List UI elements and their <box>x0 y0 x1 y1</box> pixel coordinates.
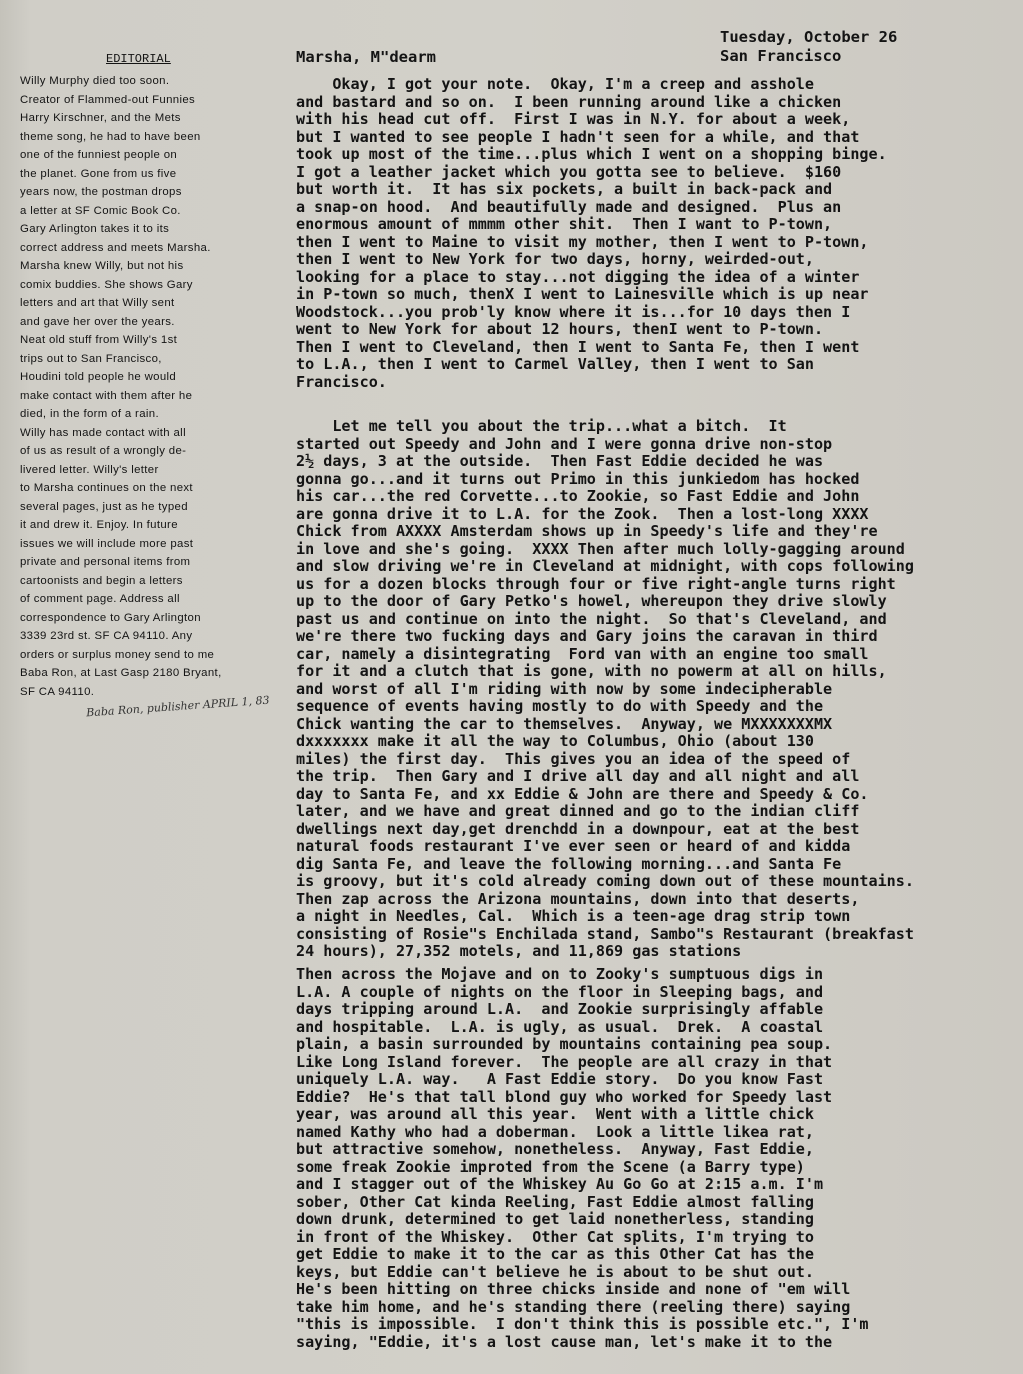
letter-line: to L.A., then I went to Carmel Valley, then I went to San <box>296 355 814 373</box>
letter-line: saying, "Eddie, it's a lost cause man, let's make it to the <box>296 1332 833 1351</box>
editorial-line: the planet. Gone from us five <box>20 167 177 180</box>
letter-line: take him home, and he's standing there (reeling there) saying <box>296 1297 851 1316</box>
editorial-line: letters and art that Willy sent <box>20 297 175 309</box>
letter-line: but worth it. It has six pockets, a built in back-pack and <box>296 180 833 198</box>
letter-line: then I went to New York for two days, horny, weirded-out, <box>296 250 814 268</box>
editorial-heading: EDITORIAL <box>106 52 171 66</box>
letter-line: 24 hours), 27,352 motels, and 11,869 gas stations <box>296 942 742 960</box>
letter-line: get Eddie to make it to the car as this Other Cat has the <box>296 1245 814 1263</box>
letter-line: Chick wanting the car to themselves. Anyway, we MXXXXXXXMX <box>296 714 833 733</box>
letter-line: and worst of all I'm riding with now by some indecipherable <box>296 679 833 698</box>
editorial-line: one of the funniest people on <box>20 149 178 161</box>
editorial-line: and gave her over the years. <box>20 315 175 328</box>
letter-line: keys, but Eddie can't believe he is about to be shut out. <box>296 1262 814 1281</box>
editorial-line: correspondence to Gary Arlington <box>20 611 201 624</box>
letter-dateline <box>720 28 897 66</box>
editorial-line: Gary Arlington takes it to its <box>20 223 170 235</box>
letter-line: Like Long Island forever. The people are all crazy in that <box>296 1052 833 1071</box>
letter-line: Chick from AXXXX Amsterdam shows up in Speedy's life and they're <box>296 522 878 540</box>
editorial-line: it and drew it. Enjoy. In future <box>20 519 178 531</box>
editorial-line: Neat old stuff from Willy's 1st <box>20 334 178 346</box>
editorial-line: orders or surplus money send to me <box>20 648 215 661</box>
letter-line: in front of the Whiskey. Other Cat splits, I'm trying to <box>296 1227 814 1246</box>
letter-line: and slow driving we're in Cleveland at midnight, with cops following <box>296 557 914 575</box>
letter-line: but I wanted to see people I hadn't seen for a while, and that <box>296 127 860 146</box>
letter-line: up to the door of Gary Petko's howel, whereupon they drive slowly <box>296 592 887 610</box>
editorial-line: comix buddies. She shows Gary <box>20 278 193 291</box>
editorial-line: several pages, just as he typed <box>20 500 188 513</box>
letter-line: natural foods restaurant I've ever seen or heard of and kidda <box>296 837 851 855</box>
letter-line: Let me tell you about the trip...what a bitch. It <box>296 417 787 435</box>
editorial-line: SF CA 94110. <box>20 685 95 698</box>
letter-line: named Kathy who had a doberman. Look a little likea rat, <box>296 1122 814 1141</box>
editorial-line: private and personal items from <box>20 556 191 568</box>
letter-line: sequence of events having mostly to do with Speedy and the <box>296 697 824 715</box>
letter-place: San Francisco <box>720 47 842 65</box>
letter-line: looking for a place to stay...not digging the idea of a winter <box>296 267 860 286</box>
letter-paragraph-3 <box>296 966 869 1351</box>
letter-line: 2½ days, 3 at the outside. Then Fast Eddie decided he was <box>296 452 824 470</box>
letter-line: year, was around all this year. Went with a little chick <box>296 1105 814 1123</box>
editorial-line: issues we will include more past <box>20 537 194 550</box>
letter-line: dxxxxxxx make it all the way to Columbus, Ohio (about 130 <box>296 732 814 750</box>
letter-line: for it and a clutch that is gone, with no powerm at all on hills, <box>296 662 887 680</box>
editorial-line: 3339 23rd st. SF CA 94110. Any <box>20 630 193 642</box>
letter-line: and hospitable. L.A. is ugly, as usual. Drek. A coastal <box>296 1017 824 1036</box>
letter-line: later, and we have and great dinned and go to the indian cliff <box>296 802 860 820</box>
letter-line: day to Santa Fe, and xx Eddie & John are there and Speedy & Co. <box>296 784 869 803</box>
letter-line: are gonna drive it to L.A. for the Zook. Then a lost-long XXXX <box>296 504 869 523</box>
letter-paragraph-2 <box>296 418 914 961</box>
letter-line: consisting of Rosie"s Enchilada stand, Sambo"s Restaurant (breakfast <box>296 924 914 943</box>
letter-line: Then zap across the Arizona mountains, down into that deserts, <box>296 889 860 908</box>
letter-salutation: Marsha, M"dearm <box>296 48 436 66</box>
letter-line: L.A. A couple of nights on the floor in Sleeping bags, and <box>296 982 824 1001</box>
letter-line: plain, a basin surrounded by mountains containing pea soup. <box>296 1035 833 1053</box>
editorial-line: Creator of Flammed-out Funnies <box>20 93 196 106</box>
letter-line: past us and continue on into the night. So that's Cleveland, and <box>296 609 887 628</box>
editorial-line: died, in the form of a rain. <box>20 408 159 420</box>
editorial-body <box>20 72 276 701</box>
editorial-column <box>20 52 276 701</box>
editorial-line: theme song, he had to have been <box>20 130 201 143</box>
letter-line: and I stagger out of the Whiskey Au Go Go at 2:15 a.m. I'm <box>296 1175 824 1193</box>
letter-line: the trip. Then Gary and I drive all day and all night and all <box>296 767 860 785</box>
letter-line: we're there two fucking days and Gary joins the caravan in third <box>296 627 878 645</box>
letter-line: uniquely L.A. way. A Fast Eddie story. Do you know Fast <box>296 1070 824 1088</box>
letter-line: enormous amount of mmmm other shit. Then I want to P-town, <box>296 215 833 233</box>
letter-paragraph-1 <box>296 76 887 391</box>
editorial-line: Houdini told people he would <box>20 371 177 383</box>
editorial-line: of us as result of a wrongly de- <box>20 445 187 457</box>
editorial-line: to Marsha continues on the next <box>20 482 193 494</box>
letter-line: Francisco. <box>296 372 387 391</box>
letter-line: started out Speedy and John and I were gonna drive non-stop <box>296 434 833 453</box>
letter-line: miles) the first day. This gives you an idea of the speed of <box>296 749 851 768</box>
letter-line: Woodstock...you prob'ly know where it is...for 10 days then I <box>296 302 851 321</box>
letter-line: down drunk, determined to get laid nonetherless, standing <box>296 1210 814 1228</box>
editorial-line: make contact with them after he <box>20 389 193 402</box>
editorial-line: cartoonists and begin a letters <box>20 574 183 587</box>
editorial-line: Willy Murphy died too soon. <box>20 75 170 87</box>
editorial-line: Willy has made contact with all <box>20 426 186 439</box>
editorial-line: Harry Kirschner, and the Mets <box>20 112 181 124</box>
letter-line: I got a leather jacket which you gotta see to believe. $160 <box>296 162 842 181</box>
letter-line: in P-town so much, thenX I went to Lainesville which is up near <box>296 285 869 303</box>
letter-line: gonna go...and it turns out Primo in this junkiedom has hocked <box>296 469 860 488</box>
letter-date: Tuesday, October 26 <box>720 28 898 46</box>
letter-line: but attractive somehow, nonetheless. Anyway, Fast Eddie, <box>296 1140 814 1158</box>
letter-line: car, namely a disintegrating Ford van with an engine too small <box>296 644 869 663</box>
editorial-line: Marsha knew Willy, but not his <box>20 260 184 272</box>
letter-line: went to New York for about 12 hours, thenI went to P-town. <box>296 320 824 338</box>
letter-line: "this is impossible. I don't think this is possible etc.", I'm <box>296 1315 869 1333</box>
letter-line: He's been hitting on three chicks inside and none of "em will <box>296 1280 851 1298</box>
letter-line: us for a dozen blocks through four or five right-angle turns right <box>296 574 896 593</box>
letter-line: a night in Needles, Cal. Which is a teen-age drag strip town <box>296 907 851 925</box>
letter-line: days tripping around L.A. and Zookie surprisingly affable <box>296 1000 824 1018</box>
letter-line: and bastard and so on. I been running around like a chicken <box>296 92 842 111</box>
letter-line: is groovy, but it's cold already coming down out of these mountains. <box>296 872 914 890</box>
letter-line: with his head cut off. First I was in N.Y. for about a week, <box>296 110 851 128</box>
letter-line: a snap-on hood. And beautifully made and designed. Plus an <box>296 197 842 216</box>
editorial-line: years now, the postman drops <box>20 186 182 198</box>
handwritten-signature: Baba Ron, publisher APRIL 1, 83 <box>85 693 270 720</box>
letter-line: his car...the red Corvette...to Zookie, so Fast Eddie and John <box>296 487 860 505</box>
letter-line: dwellings next day,get drenchdd in a downpour, eat at the best <box>296 819 860 838</box>
editorial-line: trips out to San Francisco, <box>20 352 162 365</box>
letter-line: Then I went to Cleveland, then I went to Santa Fe, then I went <box>296 337 860 356</box>
editorial-line: livered letter. Willy's letter <box>20 463 159 476</box>
editorial-line: correct address and meets Marsha. <box>20 241 211 254</box>
editorial-line: Baba Ron, at Last Gasp 2180 Bryant, <box>20 667 222 679</box>
editorial-line: of comment page. Address all <box>20 593 180 605</box>
letter-line: Eddie? He's that tall blond guy who worked for Speedy last <box>296 1087 833 1106</box>
letter-line: Okay, I got your note. Okay, I'm a creep and asshole <box>296 75 814 93</box>
editorial-line: a letter at SF Comic Book Co. <box>20 204 181 217</box>
letter-line: some freak Zookie improted from the Scene (a Barry type) <box>296 1157 805 1176</box>
letter-line: dig Santa Fe, and leave the following morning...and Santa Fe <box>296 854 842 873</box>
letter-line: Then across the Mojave and on to Zooky's sumptuous digs in <box>296 965 824 983</box>
letter-line: then I went to Maine to visit my mother, then I went to P-town, <box>296 232 869 251</box>
letter-line: sober, Other Cat kinda Reeling, Fast Eddie almost falling <box>296 1192 814 1211</box>
letter-line: in love and she's going. XXXX Then after much lolly-gagging around <box>296 539 905 558</box>
letter-line: took up most of the time...plus which I went on a shopping binge. <box>296 145 887 163</box>
